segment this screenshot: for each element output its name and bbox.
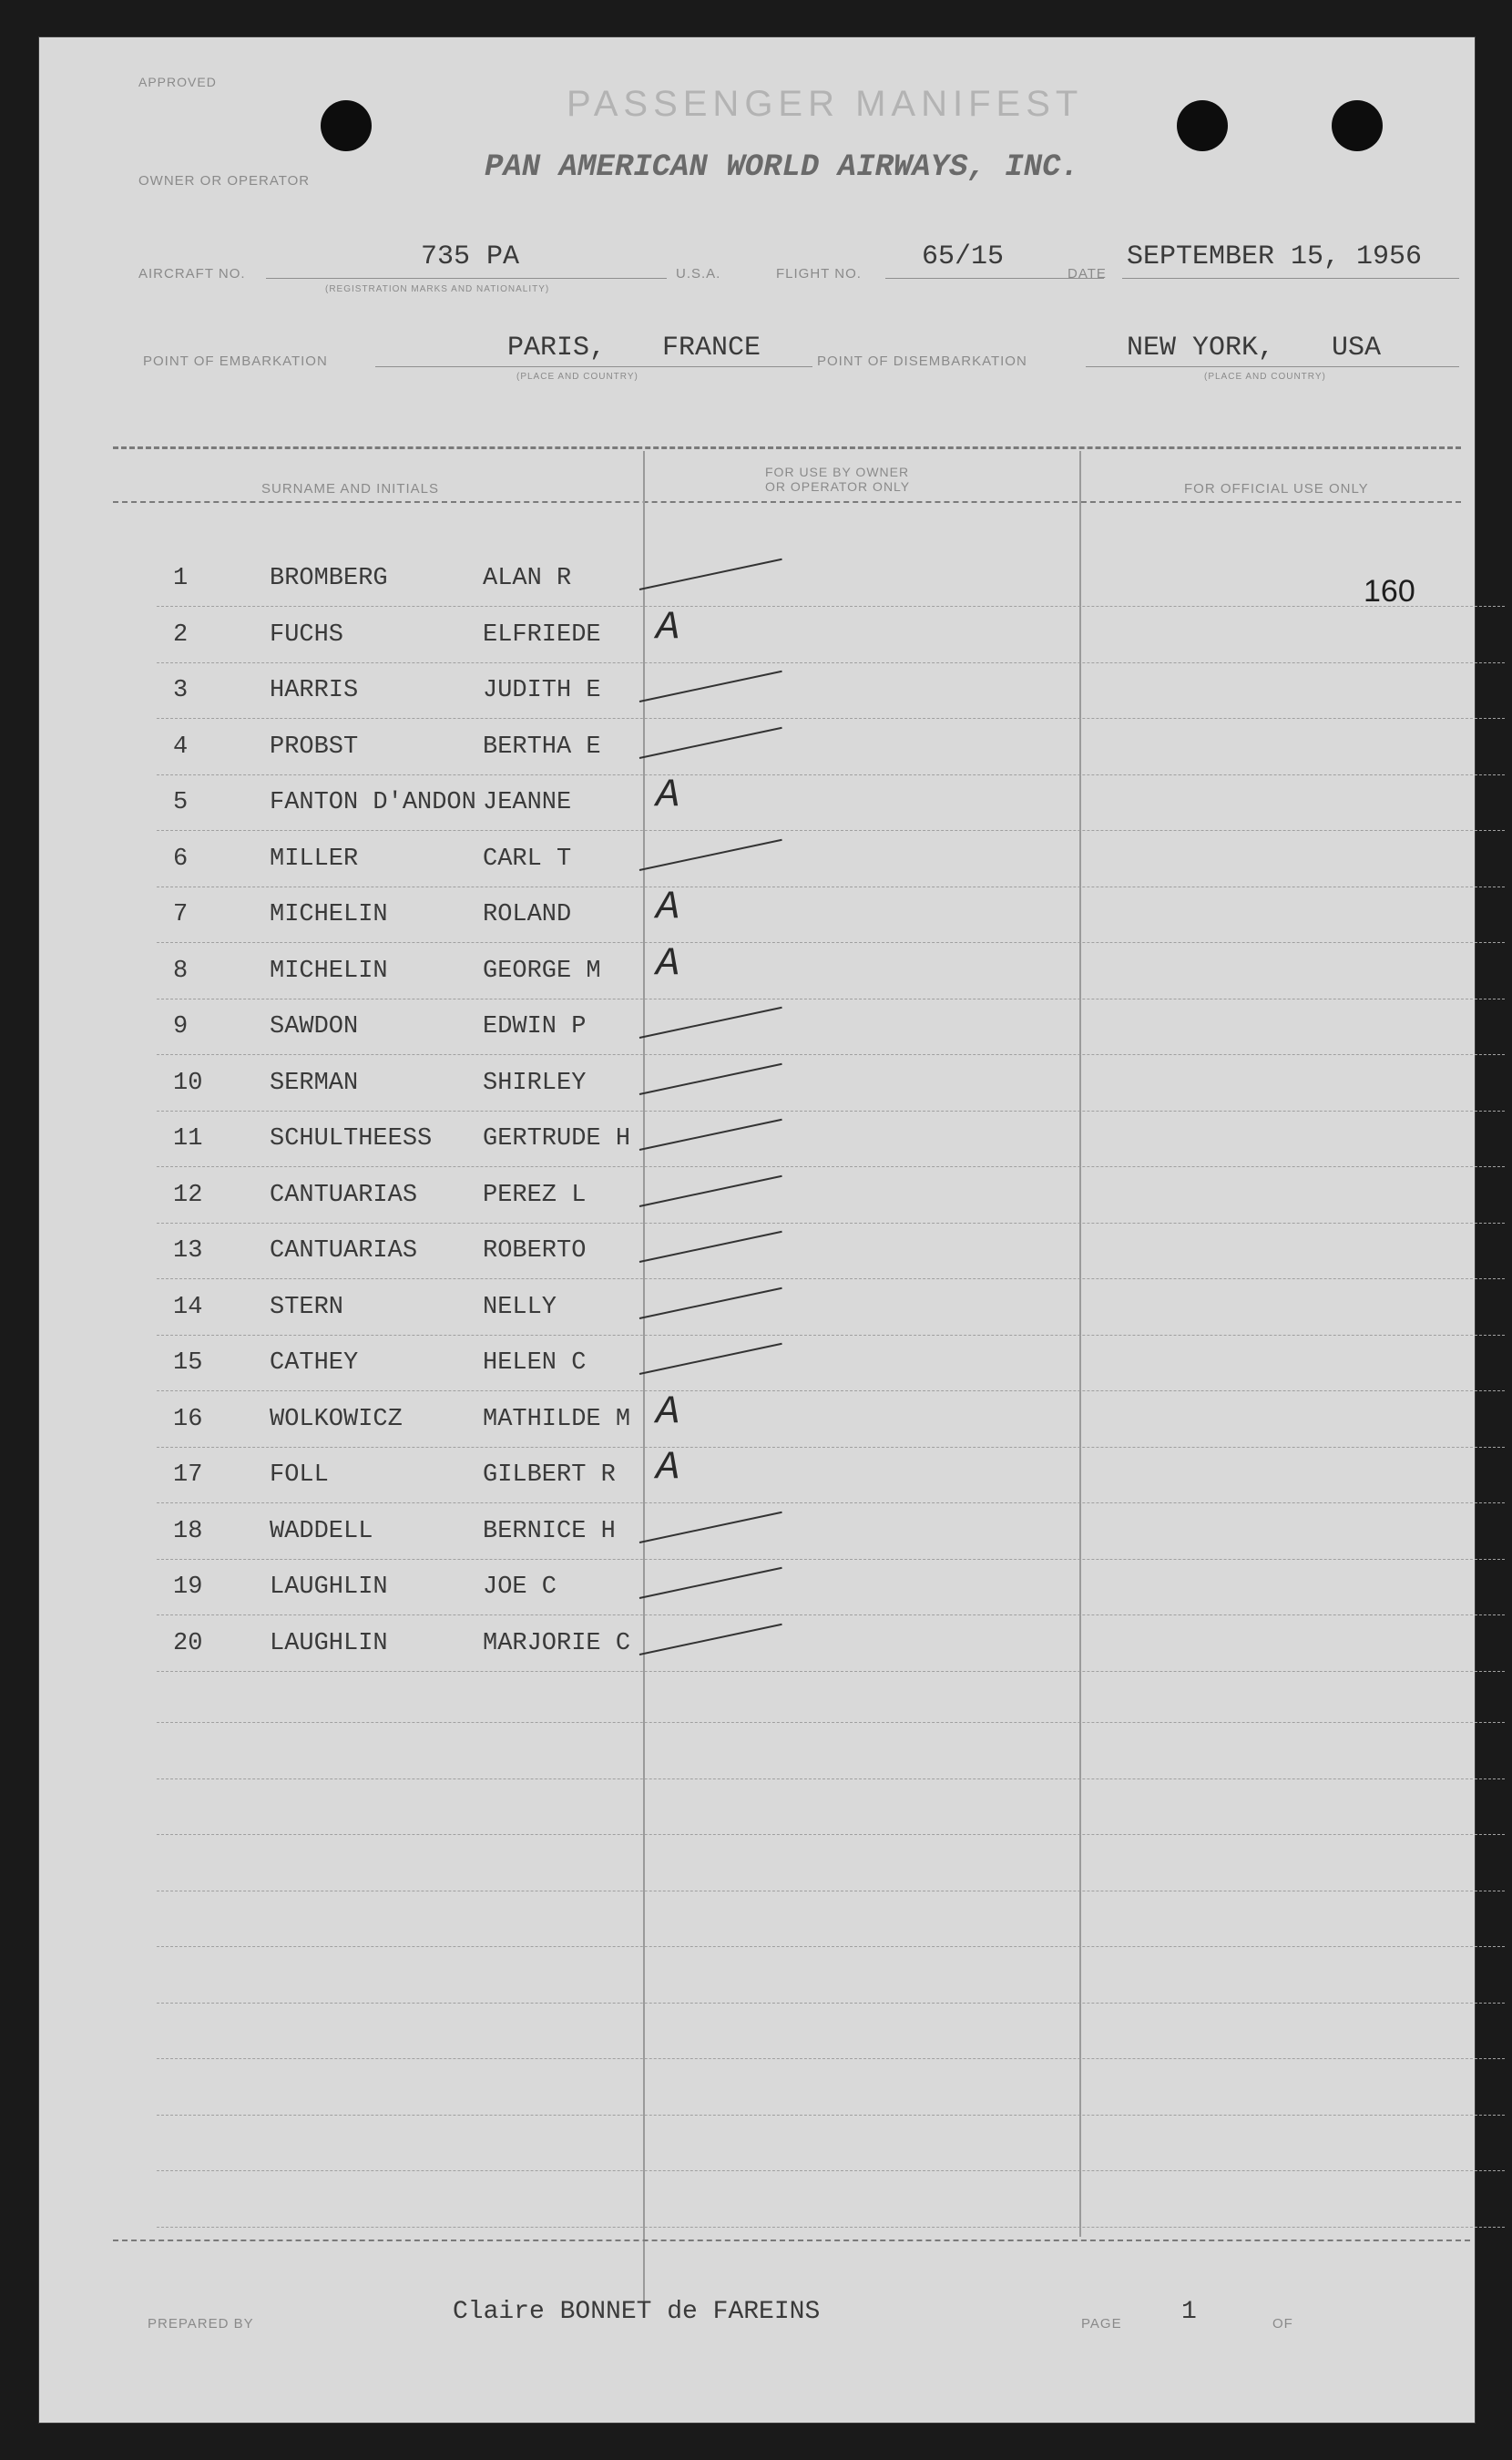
handwritten-mark: A [656,604,680,651]
handwritten-mark: A [656,1389,680,1435]
handwritten-mark: A [656,940,680,987]
row-rule [157,1671,1505,1672]
embark-label: POINT OF EMBARKATION [143,354,328,369]
check-stroke [639,1174,782,1206]
passenger-initials: MARJORIE C [483,1629,631,1657]
passenger-initials: MATHILDE M [483,1405,631,1433]
owner-value: PAN AMERICAN WORLD AIRWAYS, INC. [485,150,1079,185]
flight-label: FLIGHT NO. [776,266,862,282]
row-number: 10 [173,1069,203,1097]
check-stroke [639,671,782,702]
passenger-initials: NELLY [483,1293,557,1321]
row-number: 4 [173,733,189,761]
embark-sublabel: (PLACE AND COUNTRY) [516,372,639,382]
passenger-surname: CANTUARIAS [270,1237,418,1265]
blank-row-rule [157,1722,1505,1723]
passenger-initials: CARL T [483,845,572,873]
table-row [157,556,1505,612]
passenger-initials: JOE C [483,1573,557,1601]
table-row [157,773,1505,836]
blank-row-rule [157,2058,1505,2059]
check-stroke [639,838,782,870]
passenger-surname: MICHELIN [270,901,388,928]
passenger-surname: CATHEY [270,1349,359,1377]
passenger-surname: WADDELL [270,1517,373,1545]
handwritten-mark: A [656,773,680,818]
passenger-surname: BROMBERG [270,565,388,592]
table-row [157,604,1505,669]
row-number: 16 [173,1405,203,1433]
blank-row-rule [157,1946,1505,1947]
col-name-header: SURNAME AND INITIALS [261,481,440,497]
passenger-surname: FOLL [270,1461,329,1489]
page-label: PAGE [1081,2316,1122,2332]
passenger-initials: ALAN R [483,565,572,592]
table-row [157,724,1505,781]
official-note: 160 [1364,574,1415,609]
table-row [157,1285,1505,1341]
date-value: SEPTEMBER 15, 1956 [1127,241,1423,272]
check-stroke [639,559,782,590]
row-number: 13 [173,1237,203,1265]
blank-row-rule [157,2227,1505,2228]
passenger-initials: BERTHA E [483,733,601,761]
row-number: 12 [173,1181,203,1209]
col-owner-header-1: FOR USE BY OWNER [765,465,910,479]
row-rule [157,1223,1505,1224]
passenger-initials: SHIRLEY [483,1069,587,1097]
row-number: 14 [173,1293,203,1321]
row-number: 7 [173,901,189,928]
table-bottom-rule [113,2240,1470,2241]
table-header-rule [113,501,1461,503]
prepared-value: Claire BONNET de FAREINS [453,2298,821,2326]
usa-label: U.S.A. [676,266,721,282]
passenger-initials: HELEN C [483,1349,587,1377]
embark-country: FRANCE [662,333,761,364]
passenger-surname: LAUGHLIN [270,1629,388,1657]
row-number: 18 [173,1517,203,1545]
row-number: 2 [173,620,189,649]
row-rule [157,1614,1505,1615]
embark-underline [375,366,812,367]
aircraft-value: 735 PA [421,241,520,272]
table-row [157,1340,1505,1397]
passenger-surname: HARRIS [270,677,359,704]
date-label: DATE [1068,266,1107,282]
aircraft-underline [266,278,667,279]
row-number: 9 [173,1013,189,1040]
disembark-city: NEW YORK, [1127,333,1275,364]
row-number: 8 [173,957,189,985]
passenger-surname: LAUGHLIN [270,1573,388,1601]
row-rule [157,830,1505,831]
aircraft-label: AIRCRAFT NO. [138,266,246,282]
table-row [157,836,1505,893]
table-row [157,1061,1505,1117]
row-rule [157,1502,1505,1503]
manifest-title: PASSENGER MANIFEST [567,84,1084,124]
passenger-surname: PROBST [270,733,359,761]
passenger-surname: WOLKOWICZ [270,1405,403,1433]
aircraft-sublabel: (REGISTRATION MARKS AND NATIONALITY) [325,284,550,294]
row-rule [157,1390,1505,1391]
table-row [157,1564,1505,1621]
blank-row-rule [157,2003,1505,2004]
table-row [157,1389,1505,1453]
passenger-surname: FANTON D'ANDON [270,789,476,816]
check-stroke [639,1286,782,1318]
row-rule [157,942,1505,943]
passenger-initials: GEORGE M [483,957,601,985]
row-rule [157,1054,1505,1055]
row-number: 3 [173,677,189,704]
table-row [157,1445,1505,1509]
punch-hole-2 [1177,100,1228,151]
table-row [157,1004,1505,1061]
disembark-sublabel: (PLACE AND COUNTRY) [1204,372,1326,382]
punch-hole-3 [1332,100,1383,151]
check-stroke [639,1343,782,1375]
col-owner-header-2: OR OPERATOR ONLY [765,479,911,494]
check-stroke [639,1062,782,1094]
passenger-surname: MICHELIN [270,957,388,985]
passenger-surname: SERMAN [270,1069,359,1097]
check-stroke [639,1231,782,1263]
passenger-initials: GILBERT R [483,1461,616,1489]
table-row [157,1621,1505,1677]
passenger-surname: STERN [270,1293,344,1321]
row-rule [157,1335,1505,1336]
blank-row-rule [157,2115,1505,2116]
disembark-label: POINT OF DISEMBARKATION [817,354,1027,369]
embark-city: PARIS, [507,333,607,364]
passenger-initials: PEREZ L [483,1181,587,1209]
col-official-header: FOR OFFICIAL USE ONLY [1184,481,1369,497]
row-rule [157,1447,1505,1448]
passenger-surname: CANTUARIAS [270,1181,418,1209]
table-row [157,1228,1505,1285]
check-stroke [639,1511,782,1543]
passenger-initials: ELFRIEDE [483,620,601,649]
table-row [157,940,1505,1005]
row-rule [157,662,1505,663]
table-row [157,1116,1505,1173]
row-number: 6 [173,845,189,873]
row-number: 19 [173,1573,203,1601]
row-number: 11 [173,1125,203,1153]
row-number: 20 [173,1629,203,1657]
passenger-initials: JEANNE [483,789,572,816]
row-rule [157,606,1505,607]
passenger-surname: SAWDON [270,1013,359,1040]
prepared-label: PREPARED BY [148,2316,254,2332]
manifest-sheet [38,36,1476,2424]
passenger-initials: BERNICE H [483,1517,616,1545]
row-number: 15 [173,1349,203,1377]
row-rule [157,718,1505,719]
flight-value: 65/15 [922,241,1005,272]
date-underline [1122,278,1459,279]
approved-stamp: APPROVED [138,75,217,89]
row-rule [157,1111,1505,1112]
blank-row-rule [157,2170,1505,2171]
row-rule [157,1559,1505,1560]
owner-label: OWNER OR OPERATOR [138,173,311,189]
passenger-initials: EDWIN P [483,1013,587,1040]
passenger-initials: JUDITH E [483,677,601,704]
check-stroke [639,1623,782,1655]
row-number: 5 [173,789,189,816]
check-stroke [639,1567,782,1599]
row-number: 17 [173,1461,203,1489]
blank-row-rule [157,1834,1505,1835]
passenger-surname: MILLER [270,845,359,873]
page-value: 1 [1181,2298,1197,2326]
row-rule [157,1278,1505,1279]
passenger-surname: SCHULTHEESS [270,1125,433,1153]
check-stroke [639,726,782,758]
row-number: 1 [173,565,189,592]
table-row [157,1173,1505,1229]
table-row [157,885,1505,948]
passenger-initials: ROBERTO [483,1237,587,1265]
table-row [157,1509,1505,1565]
handwritten-mark: A [656,885,680,930]
check-stroke [639,1007,782,1039]
punch-hole-1 [321,100,372,151]
row-rule [157,774,1505,775]
check-stroke [639,1119,782,1151]
passenger-initials: ROLAND [483,901,572,928]
handwritten-mark: A [656,1445,680,1491]
table-top-rule [113,446,1461,449]
passenger-initials: GERTRUDE H [483,1125,631,1153]
disembark-country: USA [1332,333,1382,364]
blank-row-rule [157,1778,1505,1779]
disembark-underline [1086,366,1459,367]
row-rule [157,1166,1505,1167]
table-row [157,668,1505,724]
passenger-surname: FUCHS [270,620,344,649]
of-label: OF [1272,2316,1293,2332]
